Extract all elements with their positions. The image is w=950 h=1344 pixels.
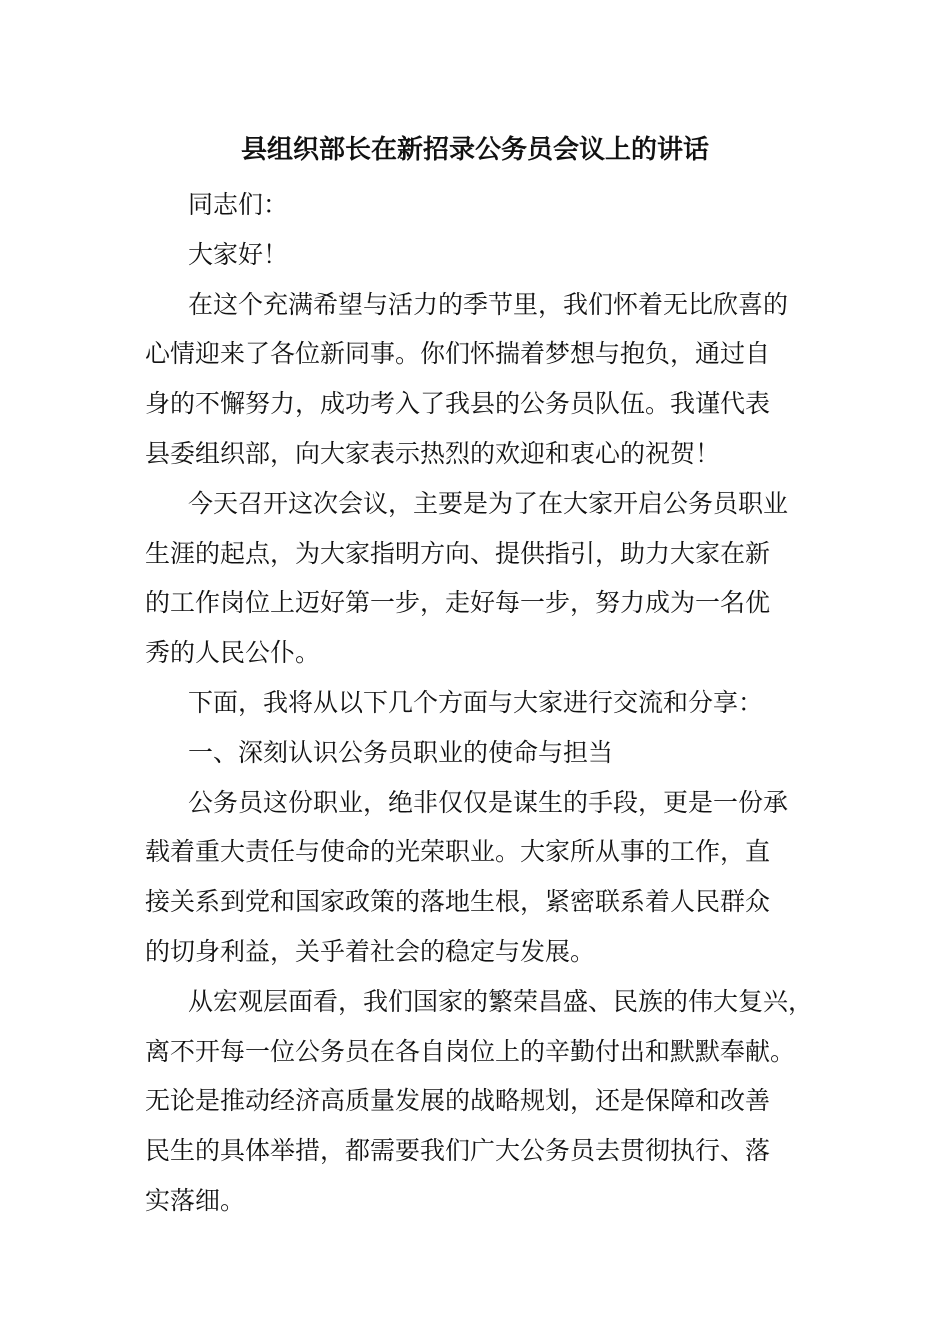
text-line: 载着重大责任与使命的光荣职业。大家所从事的工作，直 bbox=[145, 837, 771, 867]
text-line: 身的不懈努力，成功考入了我县的公务员队伍。我谨代表 bbox=[145, 389, 771, 419]
document-body bbox=[145, 180, 830, 1226]
text-line: 民生的具体举措，都需要我们广大公务员去贯彻执行、落 bbox=[145, 1136, 771, 1166]
text-line: 从宏观层面看，我们国家的繁荣昌盛、民族的伟大复兴， bbox=[188, 986, 814, 1016]
text-line: 一、深刻认识公务员职业的使命与担当 bbox=[188, 737, 614, 767]
text-line: 同志们： bbox=[188, 190, 289, 219]
text-line: 县委组织部，向大家表示热烈的欢迎和衷心的祝贺！ bbox=[145, 438, 721, 468]
text-line: 公务员这份职业，绝非仅仅是谋生的手段，更是一份承 bbox=[188, 787, 789, 817]
text-line: 秀的人民公仆。 bbox=[145, 638, 321, 668]
text-line: 的切身利益，关乎着社会的稳定与发展。 bbox=[145, 936, 596, 966]
document-title: 县组织部长在新招录公务员会议上的讲话 bbox=[240, 135, 709, 165]
text-line: 的工作岗位上迈好第一步，走好每一步，努力成为一名优 bbox=[145, 588, 771, 618]
text-line: 生涯的起点，为大家指明方向、提供指引，助力大家在新 bbox=[145, 538, 771, 568]
text-line: 离不开每一位公务员在各自岗位上的辛勤付出和默默奉献。 bbox=[145, 1036, 796, 1066]
text-line: 今天召开这次会议，主要是为了在大家开启公务员职业 bbox=[188, 488, 789, 518]
text-line: 接关系到党和国家政策的落地生根，紧密联系着人民群众 bbox=[145, 887, 771, 917]
text-line: 无论是推动经济高质量发展的战略规划，还是保障和改善 bbox=[145, 1086, 771, 1116]
text-line: 大家好！ bbox=[188, 239, 289, 269]
text-line: 实落细。 bbox=[145, 1185, 246, 1215]
text-line: 心情迎来了各位新同事。你们怀揣着梦想与抱负，通过自 bbox=[145, 339, 771, 369]
text-line: 下面，我将从以下几个方面与大家进行交流和分享： bbox=[188, 687, 764, 717]
text-line: 在这个充满希望与活力的季节里，我们怀着无比欣喜的 bbox=[188, 289, 789, 319]
